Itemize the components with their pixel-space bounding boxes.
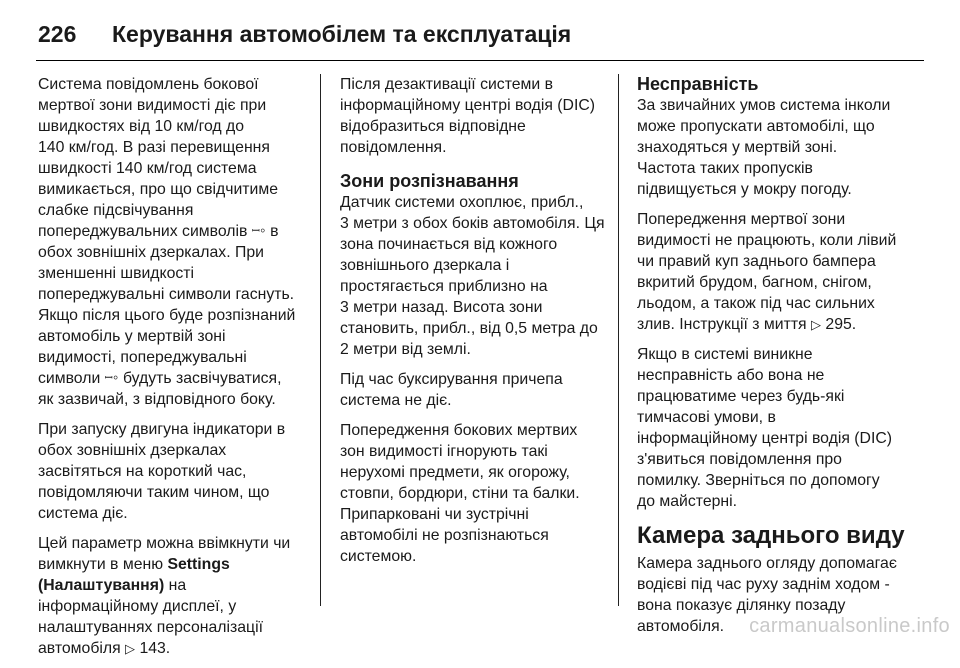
paragraph — [340, 420, 610, 567]
text-column-2 — [340, 74, 610, 576]
text-line: стовпи, бордюри, стіни та балки. — [340, 485, 580, 502]
text-line: помилку. Зверніться по допомогу — [637, 472, 880, 489]
blind-spot-warning-icon: ꟷ⸰ — [251, 226, 266, 237]
page-reference-link[interactable]: 143. — [139, 640, 171, 657]
section-heading: Зони розпізнавання — [340, 171, 519, 191]
text-line: Припарковані чи зустрічні — [340, 506, 529, 523]
text-line: повідомлення. — [340, 139, 447, 156]
text-line: відобразиться відповідне — [340, 118, 526, 135]
text-line — [38, 554, 310, 575]
column-divider — [618, 74, 619, 606]
paragraph — [38, 74, 310, 410]
text-line — [38, 575, 310, 596]
text-line: Після дезактивації системи в — [340, 76, 554, 93]
text-line: видимості, попереджувальні — [38, 349, 247, 366]
text-line: працюватиме через будь-які — [637, 388, 845, 405]
text-fragment: будуть засвічуватися, — [122, 370, 282, 387]
text-column-3 — [637, 74, 925, 646]
text-line: Датчик системи охоплює, прибл., — [340, 194, 584, 211]
text-line: підвищується у мокру погоду. — [637, 181, 852, 198]
text-line: попереджувальні символи гаснуть. — [38, 286, 295, 303]
text-line: 3 метри назад. Висота зони — [340, 299, 543, 316]
text-line: налаштуваннях персоналізації — [38, 619, 263, 636]
text-line: Система повідомлень бокової — [38, 76, 259, 93]
text-fragment: автомобіля — [38, 640, 121, 657]
text-line: зон видимості ігнорують такі — [340, 443, 548, 460]
text-line — [38, 638, 310, 659]
text-line: знаходяться у мертвій зоні. — [637, 139, 838, 156]
text-line — [38, 221, 310, 242]
section-heading: Несправність — [637, 74, 759, 94]
text-line: нерухомі предмети, як огорожу, — [340, 464, 570, 481]
paragraph — [637, 344, 925, 512]
paragraph — [38, 533, 310, 659]
page-reference-arrow-icon: ▷ — [811, 317, 822, 332]
text-line: 2 метри від землі. — [340, 341, 471, 358]
page-reference-arrow-icon: ▷ — [125, 641, 136, 656]
text-line: інформаційному центрі водія (DIC) — [340, 97, 596, 114]
page-header — [38, 14, 571, 54]
text-line: Частота таких пропусків — [637, 160, 813, 177]
text-fragment: в — [270, 223, 279, 240]
text-line: обох зовнішніх дзеркалах — [38, 442, 227, 459]
paragraph — [637, 95, 925, 200]
text-line: Цей параметр можна ввімкнути чи — [38, 535, 291, 552]
text-line: несправність або вона не — [637, 367, 825, 384]
settings-menu-name: Settings — [167, 556, 230, 573]
text-line: автомобіль у мертвій зоні — [38, 328, 226, 345]
text-line: Якщо в системі виникне — [637, 346, 813, 363]
text-line: вона показує ділянку позаду — [637, 597, 846, 614]
text-fragment: вимкнути в меню — [38, 556, 164, 573]
text-line: повідомляючи таким чином, що — [38, 484, 270, 501]
text-line: За звичайних умов система інколи — [637, 97, 891, 114]
text-line: зовнішнього дзеркала і — [340, 257, 510, 274]
text-line: видимості не працюють, коли лівий — [637, 232, 897, 249]
text-line: автомобіля. — [637, 618, 725, 635]
header-rule — [36, 60, 924, 61]
text-line: інформаційному дисплеї, у — [38, 598, 237, 615]
text-line: засвітяться на короткий час, — [38, 463, 247, 480]
text-fragment: символи — [38, 370, 101, 387]
text-line: швидкості 140 км/год система — [38, 160, 257, 177]
text-line: може пропускати автомобілі, що — [637, 118, 875, 135]
paragraph — [340, 192, 610, 360]
text-line: чи правий куп заднього бампера — [637, 253, 876, 270]
text-line: 140 км/год. В разі перевищення — [38, 139, 270, 156]
text-line: зменшенні швидкості — [38, 265, 195, 282]
text-line: системою. — [340, 548, 417, 565]
text-line: мертвої зони видимості діє при — [38, 97, 267, 114]
paragraph — [38, 419, 310, 524]
paragraph — [340, 74, 610, 158]
text-line: з'явиться повідомлення про — [637, 451, 842, 468]
text-line: зона починається від кожного — [340, 236, 558, 253]
text-line: інформаційному центрі водія (DIC) — [637, 430, 893, 447]
text-line: Якщо після цього буде розпізнаний — [38, 307, 296, 324]
text-line: вимикається, про що свідчитиме — [38, 181, 278, 198]
text-line: Під час буксирування причепа — [340, 371, 563, 388]
text-line: слабке підсвічування — [38, 202, 194, 219]
text-column-1 — [38, 74, 310, 668]
text-line: 3 метри з обох боків автомобіля. Ця — [340, 215, 605, 232]
text-fragment: на — [168, 577, 187, 594]
blind-spot-warning-icon: ꟷ⸰ — [104, 373, 119, 384]
text-line: При запуску двигуна індикатори в — [38, 421, 286, 438]
text-line: простягається приблизно на — [340, 278, 548, 295]
text-fragment: попереджувальних символів — [38, 223, 248, 240]
text-line: Попередження бокових мертвих — [340, 422, 578, 439]
page-reference-link[interactable]: 295. — [825, 316, 857, 333]
section — [340, 171, 610, 360]
column-divider — [320, 74, 321, 606]
paragraph — [340, 369, 610, 411]
text-line: водієві під час руху заднім ходом - — [637, 576, 890, 593]
text-line: Камера заднього огляду допомагає — [637, 555, 897, 572]
text-line: система діє. — [38, 505, 128, 522]
text-line: до майстерні. — [637, 493, 738, 510]
text-line: обох зовнішніх дзеркалах. При — [38, 244, 264, 261]
text-line — [38, 368, 310, 389]
page-title: Керування автомобілем та експлуатація — [112, 20, 572, 47]
text-line: Попередження мертвої зони — [637, 211, 846, 228]
text-line: тимчасові умови, в — [637, 409, 776, 426]
settings-menu-name-ua: (Налаштування) — [38, 577, 165, 594]
watermark: carmanualsonline.info — [749, 615, 950, 637]
paragraph — [637, 209, 925, 335]
text-line: льодом, а також під час сильних — [637, 295, 875, 312]
text-fragment: злив. Інструкції з миття — [637, 316, 807, 333]
text-line: система не діє. — [340, 392, 452, 409]
text-line: швидкостях від 10 км/год до — [38, 118, 245, 135]
text-line: як зазвичай, з відповідного боку. — [38, 391, 276, 408]
text-line: становить, прибл., від 0,5 метра до — [340, 320, 598, 337]
chapter-heading: Камера заднього виду — [637, 522, 905, 549]
text-line: вкритий брудом, багном, снігом, — [637, 274, 872, 291]
text-line: автомобілі не розпізнаються — [340, 527, 549, 544]
page-number: 226 — [38, 20, 77, 47]
text-line — [637, 314, 925, 335]
